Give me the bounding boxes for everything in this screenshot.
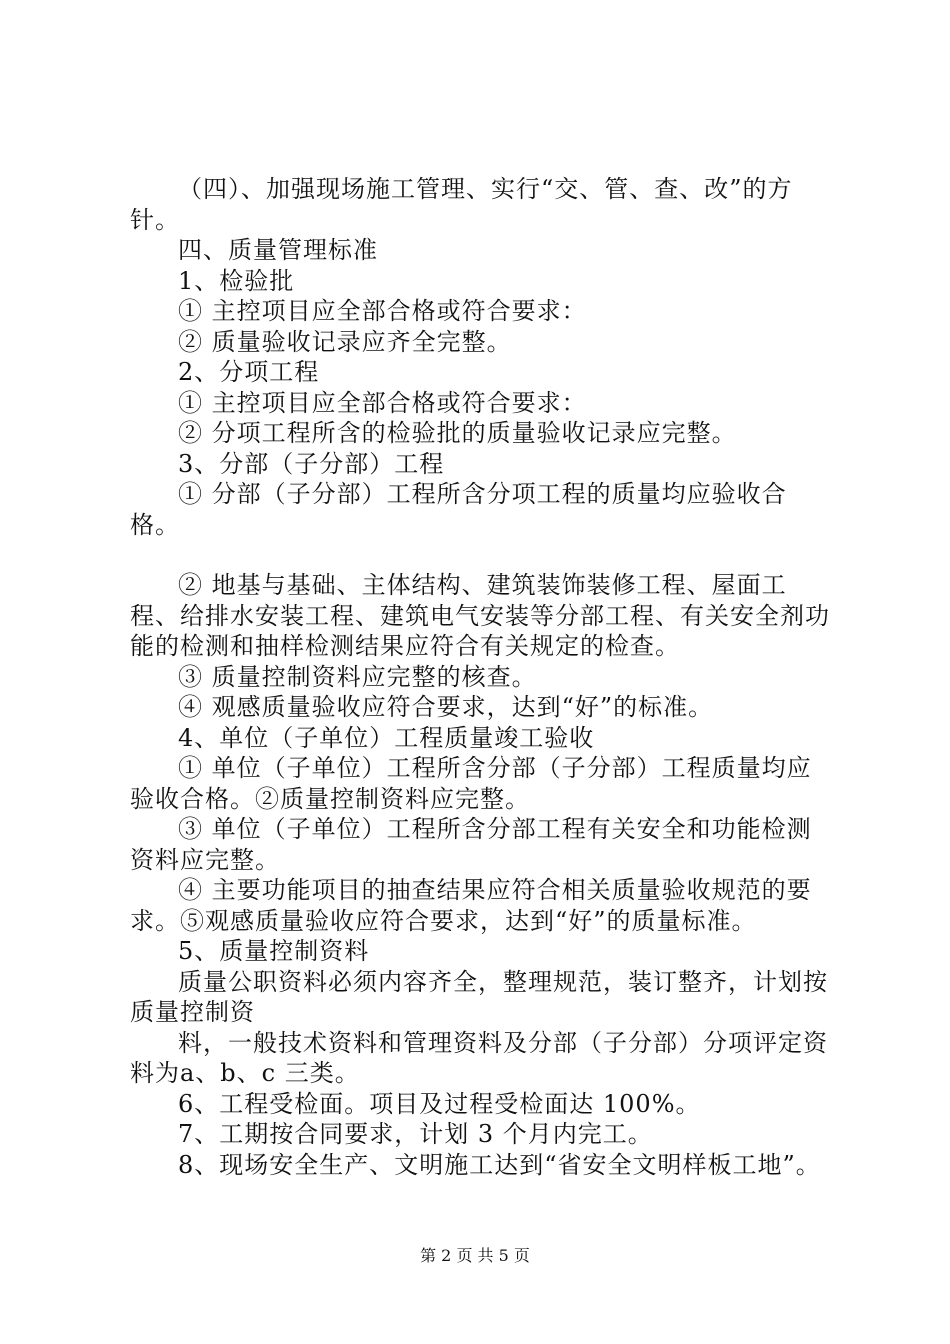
page-number-footer: 第 2 页 共 5 页 <box>420 1246 530 1265</box>
paragraph: 6、工程受检面。项目及过程受检面达 100%。 <box>178 1089 701 1118</box>
subsection-heading: 1、检验批 <box>178 266 295 295</box>
list-item: ① 分部（子分部）工程所含分项工程的质量均应验收合格。 <box>130 480 787 539</box>
subsection-heading: 3、分部（子分部）工程 <box>178 449 445 478</box>
list-item: ④ 观感质量验收应符合要求，达到“好”的标准。 <box>178 693 714 721</box>
list-item: ② 地基与基础、主体结构、建筑装饰装修工程、屋面工程、给排水安装工程、建筑电气安装等分部工程、有关安全剂功能的检测和抽样检测结果应符合有关规定的检查。 <box>130 571 830 660</box>
list-item: ④ 主要功能项目的抽查结果应符合相关质量验收规范的要求。⑤观感质量验收应符合要求，达到“好”的质量标准。 <box>130 876 812 935</box>
list-item: ② 分项工程所含的检验批的质量验收记录应完整。 <box>178 419 737 447</box>
document-body <box>130 174 835 1180</box>
list-item: ① 主控项目应全部合格或符合要求： <box>178 297 587 325</box>
paragraph: 料，一般技术资料和管理资料及分部（子分部）分项评定资料为a、b、c 三类。 <box>130 1028 828 1087</box>
list-item: ① 单位（子单位）工程所含分部（子分部）工程质量均应验收合格。②质量控制资料应完整。 <box>130 754 812 813</box>
subsection-heading: 5、质量控制资料 <box>178 937 370 965</box>
paragraph: 7、工期按合同要求，计划 3 个月内完工。 <box>178 1120 653 1148</box>
subsection-heading: 4、单位（子单位）工程质量竣工验收 <box>178 723 595 752</box>
paragraph: （四）、加强现场施工管理、实行“交、管、查、改”的方针。 <box>130 175 793 234</box>
section-heading: 四、质量管理标准 <box>178 236 378 264</box>
paragraph: 8、现场安全生产、文明施工达到“省安全文明样板工地”。 <box>178 1150 821 1179</box>
list-item: ① 主控项目应全部合格或符合要求： <box>178 388 587 417</box>
subsection-heading: 2、分项工程 <box>178 358 320 386</box>
list-item: ② 质量验收记录应齐全完整。 <box>178 327 512 356</box>
list-item: ③ 质量控制资料应完整的核查。 <box>178 662 537 691</box>
list-item: ③ 单位（子单位）工程所含分部工程有关安全和功能检测资料应完整。 <box>130 815 812 874</box>
paragraph: 质量公职资料必须内容齐全，整理规范，装订整齐，计划按质量控制资 <box>130 967 828 1026</box>
